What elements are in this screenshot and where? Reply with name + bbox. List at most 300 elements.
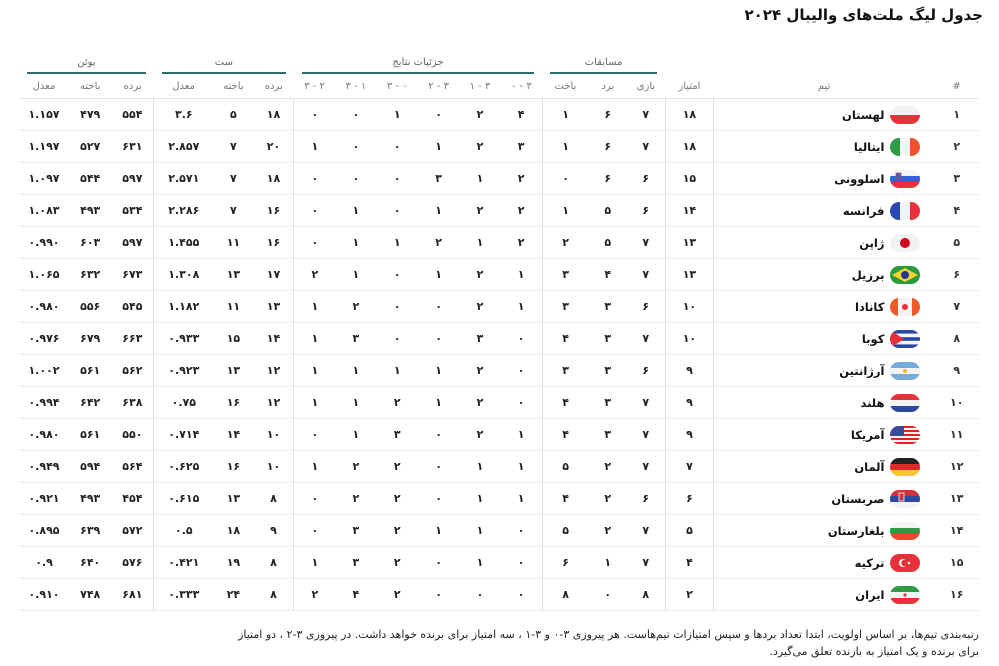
result-3-2-cell: ۱ (294, 387, 335, 419)
sets-lost-cell: ۱۸ (213, 515, 253, 547)
col-won[interactable]: برد (589, 74, 627, 99)
sets-won-cell: ۱۰ (254, 419, 294, 451)
points-cell: ۹ (665, 387, 714, 419)
played-cell: ۸ (627, 579, 665, 611)
italy-flag-icon (890, 138, 920, 156)
points-lost-cell: ۷۴۸ (69, 579, 111, 611)
col-result-1-3[interactable]: ۱ - ۳ (459, 74, 500, 99)
sets-ratio-cell: ۰.۵ (154, 515, 213, 547)
result-1-3-cell: ۳ (459, 323, 500, 355)
team-name: اسلوونی (834, 171, 885, 186)
points-cell: ۱۸ (665, 99, 714, 131)
col-lost[interactable]: باخت (542, 74, 589, 99)
rank-cell: ۶ (934, 259, 979, 291)
col-played[interactable]: بازی (627, 74, 665, 99)
points-won-cell: ۵۶۴ (111, 451, 153, 483)
col-sets-ratio[interactable]: معدل (154, 74, 213, 99)
result-0-3-cell: ۳ (501, 131, 542, 163)
sets-won-cell: ۸ (254, 579, 294, 611)
team-cell[interactable] (714, 387, 935, 419)
points-ratio-cell: ۱.۱۹۷ (19, 131, 69, 163)
poland-flag-icon (890, 106, 920, 124)
lost-cell: ۳ (542, 355, 589, 387)
table-row[interactable] (19, 483, 979, 515)
rank-cell: ۱۲ (934, 451, 979, 483)
won-cell: ۴ (589, 259, 627, 291)
result-3-0-cell: ۳ (377, 419, 418, 451)
points-lost-cell: ۴۹۳ (69, 483, 111, 515)
result-3-0-cell: ۲ (377, 451, 418, 483)
points-won-cell: ۵۵۴ (111, 99, 153, 131)
footnote (19, 626, 979, 660)
col-result-3-2[interactable]: ۳ - ۲ (294, 74, 335, 99)
table-row[interactable] (19, 579, 979, 611)
team-cell[interactable] (714, 323, 935, 355)
result-3-2-cell: ۱ (294, 131, 335, 163)
sets-lost-cell: ۷ (213, 131, 253, 163)
argentina-flag-icon (890, 362, 920, 380)
result-2-3-cell: ۳ (418, 163, 459, 195)
result-3-0-cell: ۰ (377, 259, 418, 291)
played-cell: ۷ (627, 259, 665, 291)
table-row[interactable] (19, 419, 979, 451)
result-0-3-cell: ۱ (501, 483, 542, 515)
points-lost-cell: ۵۴۴ (69, 163, 111, 195)
result-3-0-cell: ۰ (377, 195, 418, 227)
sets-won-cell: ۸ (254, 547, 294, 579)
team-name: صربستان (831, 491, 885, 506)
slovenia-flag-icon (890, 170, 920, 188)
lost-cell: ۴ (542, 483, 589, 515)
result-3-1-cell: ۳ (335, 547, 376, 579)
points-lost-cell: ۴۹۳ (69, 195, 111, 227)
group-sets: ست (162, 57, 286, 74)
rank-cell: ۱۰ (934, 387, 979, 419)
result-3-1-cell: ۱ (335, 195, 376, 227)
points-lost-cell: ۵۶۱ (69, 419, 111, 451)
team-cell[interactable] (714, 195, 935, 227)
usa-flag-icon (890, 426, 920, 444)
group-header-row (19, 52, 979, 74)
result-3-0-cell: ۲ (377, 483, 418, 515)
lost-cell: ۳ (542, 291, 589, 323)
team-cell[interactable] (714, 515, 935, 547)
france-flag-icon (890, 202, 920, 220)
team-name: ژاپن (859, 235, 885, 250)
table-row[interactable] (19, 99, 979, 131)
team-cell[interactable] (714, 99, 935, 131)
points-won-cell: ۵۵۰ (111, 419, 153, 451)
played-cell: ۷ (627, 515, 665, 547)
turkey-flag-icon (890, 554, 920, 572)
page-title: جدول لیگ ملت‌های والیبال ۲۰۲۴ (744, 6, 983, 24)
result-1-3-cell: ۱ (459, 515, 500, 547)
col-points[interactable]: امتیاز (665, 74, 714, 99)
rank-cell: ۱۶ (934, 579, 979, 611)
sets-ratio-cell: ۰.۹۳۳ (154, 323, 213, 355)
result-0-3-cell: ۱ (501, 419, 542, 451)
group-points: پوئن (27, 57, 146, 74)
brazil-flag-icon (890, 266, 920, 284)
team-cell[interactable] (714, 579, 935, 611)
rank-cell: ۳ (934, 163, 979, 195)
points-lost-cell: ۶۳۹ (69, 515, 111, 547)
result-0-3-cell: ۰ (501, 387, 542, 419)
rank-cell: ۱۵ (934, 547, 979, 579)
table-row[interactable] (19, 451, 979, 483)
team-cell[interactable] (714, 419, 935, 451)
team-cell[interactable] (714, 355, 935, 387)
sets-won-cell: ۱۸ (254, 163, 294, 195)
result-3-2-cell: ۰ (294, 419, 335, 451)
result-3-2-cell: ۱ (294, 451, 335, 483)
sets-won-cell: ۹ (254, 515, 294, 547)
result-3-1-cell: ۱ (335, 387, 376, 419)
played-cell: ۶ (627, 291, 665, 323)
won-cell: ۳ (589, 419, 627, 451)
points-cell: ۱۰ (665, 291, 714, 323)
result-1-3-cell: ۱ (459, 483, 500, 515)
result-0-3-cell: ۱ (501, 291, 542, 323)
result-3-1-cell: ۲ (335, 483, 376, 515)
won-cell: ۵ (589, 227, 627, 259)
sets-ratio-cell: ۱.۳۰۸ (154, 259, 213, 291)
result-3-0-cell: ۲ (377, 515, 418, 547)
table-row[interactable] (19, 259, 979, 291)
result-0-3-cell: ۱ (501, 259, 542, 291)
points-won-cell: ۶۸۱ (111, 579, 153, 611)
sets-ratio-cell: ۱.۱۸۲ (154, 291, 213, 323)
points-cell: ۱۳ (665, 259, 714, 291)
result-1-3-cell: ۰ (459, 579, 500, 611)
points-ratio-cell: ۰.۹۸۰ (19, 291, 69, 323)
won-cell: ۳ (589, 291, 627, 323)
lost-cell: ۱ (542, 195, 589, 227)
rank-cell: ۷ (934, 291, 979, 323)
result-2-3-cell: ۰ (418, 483, 459, 515)
sets-ratio-cell: ۲.۲۸۶ (154, 195, 213, 227)
played-cell: ۶ (627, 483, 665, 515)
table-row[interactable] (19, 131, 979, 163)
sets-won-cell: ۱۴ (254, 323, 294, 355)
played-cell: ۷ (627, 131, 665, 163)
played-cell: ۷ (627, 99, 665, 131)
canada-flag-icon (890, 298, 920, 316)
won-cell: ۵ (589, 195, 627, 227)
col-points-ratio[interactable]: معدل (19, 74, 69, 99)
col-rank[interactable]: # (934, 74, 979, 99)
result-3-1-cell: ۱ (335, 259, 376, 291)
team-cell[interactable] (714, 227, 935, 259)
sets-ratio-cell: ۰.۴۲۱ (154, 547, 213, 579)
rank-cell: ۵ (934, 227, 979, 259)
points-ratio-cell: ۱.۰۸۳ (19, 195, 69, 227)
result-3-1-cell: ۳ (335, 515, 376, 547)
sets-lost-cell: ۱۶ (213, 387, 253, 419)
rank-cell: ۲ (934, 131, 979, 163)
sets-lost-cell: ۱۱ (213, 291, 253, 323)
points-ratio-cell: ۰.۹۸۰ (19, 419, 69, 451)
points-won-cell: ۴۵۴ (111, 483, 153, 515)
result-3-1-cell: ۱ (335, 227, 376, 259)
points-lost-cell: ۶۷۹ (69, 323, 111, 355)
result-3-1-cell: ۲ (335, 291, 376, 323)
won-cell: ۳ (589, 355, 627, 387)
team-cell[interactable] (714, 483, 935, 515)
points-lost-cell: ۵۲۷ (69, 131, 111, 163)
table-row[interactable] (19, 547, 979, 579)
result-0-3-cell: ۲ (501, 227, 542, 259)
result-2-3-cell: ۰ (418, 291, 459, 323)
team-name: بلغارستان (827, 523, 885, 538)
sets-ratio-cell: ۰.۹۲۳ (154, 355, 213, 387)
result-1-3-cell: ۲ (459, 419, 500, 451)
col-points-lost[interactable]: باخته (69, 74, 111, 99)
points-cell: ۱۰ (665, 323, 714, 355)
sets-won-cell: ۱۲ (254, 355, 294, 387)
result-3-2-cell: ۱ (294, 547, 335, 579)
result-1-3-cell: ۲ (459, 355, 500, 387)
won-cell: ۶ (589, 99, 627, 131)
points-ratio-cell: ۰.۹۲۱ (19, 483, 69, 515)
won-cell: ۱ (589, 547, 627, 579)
team-name: ایران (855, 587, 885, 602)
team-cell[interactable] (714, 259, 935, 291)
rank-cell: ۸ (934, 323, 979, 355)
won-cell: ۲ (589, 451, 627, 483)
result-3-1-cell: ۱ (335, 419, 376, 451)
result-2-3-cell: ۰ (418, 323, 459, 355)
result-1-3-cell: ۲ (459, 387, 500, 419)
lost-cell: ۵ (542, 515, 589, 547)
lost-cell: ۱ (542, 131, 589, 163)
won-cell: ۲ (589, 483, 627, 515)
iran-flag-icon (890, 586, 920, 604)
sets-won-cell: ۲۰ (254, 131, 294, 163)
result-0-3-cell: ۱ (501, 451, 542, 483)
result-1-3-cell: ۲ (459, 99, 500, 131)
table-row[interactable] (19, 291, 979, 323)
result-3-2-cell: ۱ (294, 355, 335, 387)
sets-lost-cell: ۱۵ (213, 323, 253, 355)
col-sets-won[interactable]: برده (254, 74, 294, 99)
col-result-0-3[interactable]: ۰ - ۳ (501, 74, 542, 99)
points-won-cell: ۵۳۴ (111, 195, 153, 227)
points-cell: ۱۴ (665, 195, 714, 227)
lost-cell: ۴ (542, 387, 589, 419)
points-lost-cell: ۴۷۹ (69, 99, 111, 131)
points-cell: ۹ (665, 419, 714, 451)
points-won-cell: ۶۷۳ (111, 259, 153, 291)
standings-table-wrapper (19, 52, 979, 611)
result-3-2-cell: ۰ (294, 227, 335, 259)
rank-cell: ۹ (934, 355, 979, 387)
result-2-3-cell: ۲ (418, 227, 459, 259)
team-name: فرانسه (842, 203, 885, 218)
sets-ratio-cell: ۰.۳۳۳ (154, 579, 213, 611)
sets-lost-cell: ۱۹ (213, 547, 253, 579)
result-0-3-cell: ۲ (501, 163, 542, 195)
col-result-3-1[interactable]: ۳ - ۱ (335, 74, 376, 99)
sets-lost-cell: ۵ (213, 99, 253, 131)
points-lost-cell: ۶۰۳ (69, 227, 111, 259)
played-cell: ۷ (627, 387, 665, 419)
sets-ratio-cell: ۰.۷۵ (154, 387, 213, 419)
sets-ratio-cell: ۲.۸۵۷ (154, 131, 213, 163)
footnote-line-2: برای برنده و یک امتیاز به بازنده تعلق می‌گیرد. (769, 645, 979, 658)
col-team[interactable]: تیم (714, 74, 935, 99)
serbia-flag-icon (890, 490, 920, 508)
table-row[interactable] (19, 515, 979, 547)
sets-lost-cell: ۱۳ (213, 259, 253, 291)
col-sets-lost[interactable]: باخته (213, 74, 253, 99)
result-3-0-cell: ۱ (377, 227, 418, 259)
result-2-3-cell: ۱ (418, 355, 459, 387)
team-name: کوبا (861, 331, 885, 346)
won-cell: ۰ (589, 579, 627, 611)
table-row[interactable] (19, 323, 979, 355)
sets-won-cell: ۱۶ (254, 227, 294, 259)
col-result-3-0[interactable]: ۳ - ۰ (377, 74, 418, 99)
result-1-3-cell: ۲ (459, 259, 500, 291)
points-ratio-cell: ۰.۸۹۵ (19, 515, 69, 547)
points-lost-cell: ۶۴۰ (69, 547, 111, 579)
points-lost-cell: ۵۶۱ (69, 355, 111, 387)
sets-won-cell: ۸ (254, 483, 294, 515)
points-cell: ۱۳ (665, 227, 714, 259)
sets-lost-cell: ۱۶ (213, 451, 253, 483)
table-row[interactable] (19, 387, 979, 419)
points-won-cell: ۵۷۲ (111, 515, 153, 547)
rank-cell: ۱ (934, 99, 979, 131)
table-row[interactable] (19, 227, 979, 259)
played-cell: ۶ (627, 355, 665, 387)
result-3-2-cell: ۰ (294, 515, 335, 547)
result-3-1-cell: ۱ (335, 355, 376, 387)
result-1-3-cell: ۱ (459, 163, 500, 195)
sets-won-cell: ۱۲ (254, 387, 294, 419)
sets-lost-cell: ۱۳ (213, 355, 253, 387)
result-3-2-cell: ۰ (294, 195, 335, 227)
rank-cell: ۱۴ (934, 515, 979, 547)
sets-ratio-cell: ۰.۷۱۴ (154, 419, 213, 451)
column-header-row (19, 74, 979, 99)
result-3-1-cell: ۰ (335, 163, 376, 195)
germany-flag-icon (890, 458, 920, 476)
table-row[interactable] (19, 195, 979, 227)
sets-won-cell: ۱۳ (254, 291, 294, 323)
team-cell[interactable] (714, 451, 935, 483)
result-3-2-cell: ۲ (294, 259, 335, 291)
result-2-3-cell: ۰ (418, 419, 459, 451)
table-row[interactable] (19, 163, 979, 195)
result-1-3-cell: ۱ (459, 227, 500, 259)
sets-lost-cell: ۷ (213, 195, 253, 227)
team-name: آرژانتین (839, 363, 885, 378)
result-2-3-cell: ۱ (418, 387, 459, 419)
table-row[interactable] (19, 355, 979, 387)
team-cell[interactable] (714, 131, 935, 163)
cuba-flag-icon (890, 330, 920, 348)
points-ratio-cell: ۰.۹۹۴ (19, 387, 69, 419)
points-lost-cell: ۵۹۴ (69, 451, 111, 483)
sets-ratio-cell: ۰.۶۱۵ (154, 483, 213, 515)
points-won-cell: ۶۳۱ (111, 131, 153, 163)
result-3-0-cell: ۰ (377, 323, 418, 355)
won-cell: ۶ (589, 163, 627, 195)
points-won-cell: ۶۳۸ (111, 387, 153, 419)
result-0-3-cell: ۲ (501, 195, 542, 227)
points-cell: ۶ (665, 483, 714, 515)
played-cell: ۶ (627, 163, 665, 195)
lost-cell: ۱ (542, 99, 589, 131)
sets-won-cell: ۱۶ (254, 195, 294, 227)
team-cell[interactable] (714, 291, 935, 323)
result-3-0-cell: ۰ (377, 131, 418, 163)
footnote-line-1: رتبه‌بندی تیم‌ها، بر اساس اولویت، ابتدا تعداد بردها و سپس امتیازات تیم‌هاست. هر پیروزی ۳-۰ و ۳-۱ ، سه امتیاز برای برنده خواهد داشت. در پیروزی ۳-۲ ، دو امتیاز (238, 628, 979, 641)
sets-ratio-cell: ۳.۶ (154, 99, 213, 131)
result-0-3-cell: ۰ (501, 323, 542, 355)
played-cell: ۷ (627, 419, 665, 451)
rank-cell: ۱۱ (934, 419, 979, 451)
points-lost-cell: ۶۳۲ (69, 259, 111, 291)
netherlands-flag-icon (890, 394, 920, 412)
lost-cell: ۰ (542, 163, 589, 195)
team-cell[interactable] (714, 163, 935, 195)
result-3-1-cell: ۰ (335, 131, 376, 163)
played-cell: ۶ (627, 195, 665, 227)
result-3-2-cell: ۰ (294, 483, 335, 515)
team-name: کانادا (854, 299, 885, 314)
points-ratio-cell: ۱.۱۵۷ (19, 99, 69, 131)
sets-lost-cell: ۲۴ (213, 579, 253, 611)
result-1-3-cell: ۲ (459, 131, 500, 163)
points-won-cell: ۵۹۷ (111, 227, 153, 259)
col-result-2-3[interactable]: ۲ - ۳ (418, 74, 459, 99)
team-cell[interactable] (714, 547, 935, 579)
sets-won-cell: ۱۷ (254, 259, 294, 291)
points-ratio-cell: ۰.۹۷۶ (19, 323, 69, 355)
col-points-won[interactable]: برده (111, 74, 153, 99)
points-won-cell: ۵۴۵ (111, 291, 153, 323)
lost-cell: ۲ (542, 227, 589, 259)
team-name: لهستان (842, 107, 885, 122)
won-cell: ۲ (589, 515, 627, 547)
sets-lost-cell: ۱۴ (213, 419, 253, 451)
team-name: آلمان (854, 459, 885, 474)
played-cell: ۷ (627, 547, 665, 579)
points-cell: ۴ (665, 547, 714, 579)
points-won-cell: ۵۷۶ (111, 547, 153, 579)
result-2-3-cell: ۱ (418, 515, 459, 547)
result-3-1-cell: ۰ (335, 99, 376, 131)
sets-won-cell: ۱۰ (254, 451, 294, 483)
result-3-2-cell: ۱ (294, 323, 335, 355)
result-3-0-cell: ۲ (377, 579, 418, 611)
team-name: برزیل (851, 267, 885, 282)
standings-table (19, 52, 979, 611)
result-2-3-cell: ۱ (418, 259, 459, 291)
points-ratio-cell: ۰.۹۹۰ (19, 227, 69, 259)
result-2-3-cell: ۰ (418, 579, 459, 611)
points-ratio-cell: ۰.۹۱۰ (19, 579, 69, 611)
result-3-2-cell: ۰ (294, 99, 335, 131)
result-3-0-cell: ۲ (377, 547, 418, 579)
lost-cell: ۳ (542, 259, 589, 291)
points-cell: ۲ (665, 579, 714, 611)
result-2-3-cell: ۰ (418, 451, 459, 483)
lost-cell: ۶ (542, 547, 589, 579)
